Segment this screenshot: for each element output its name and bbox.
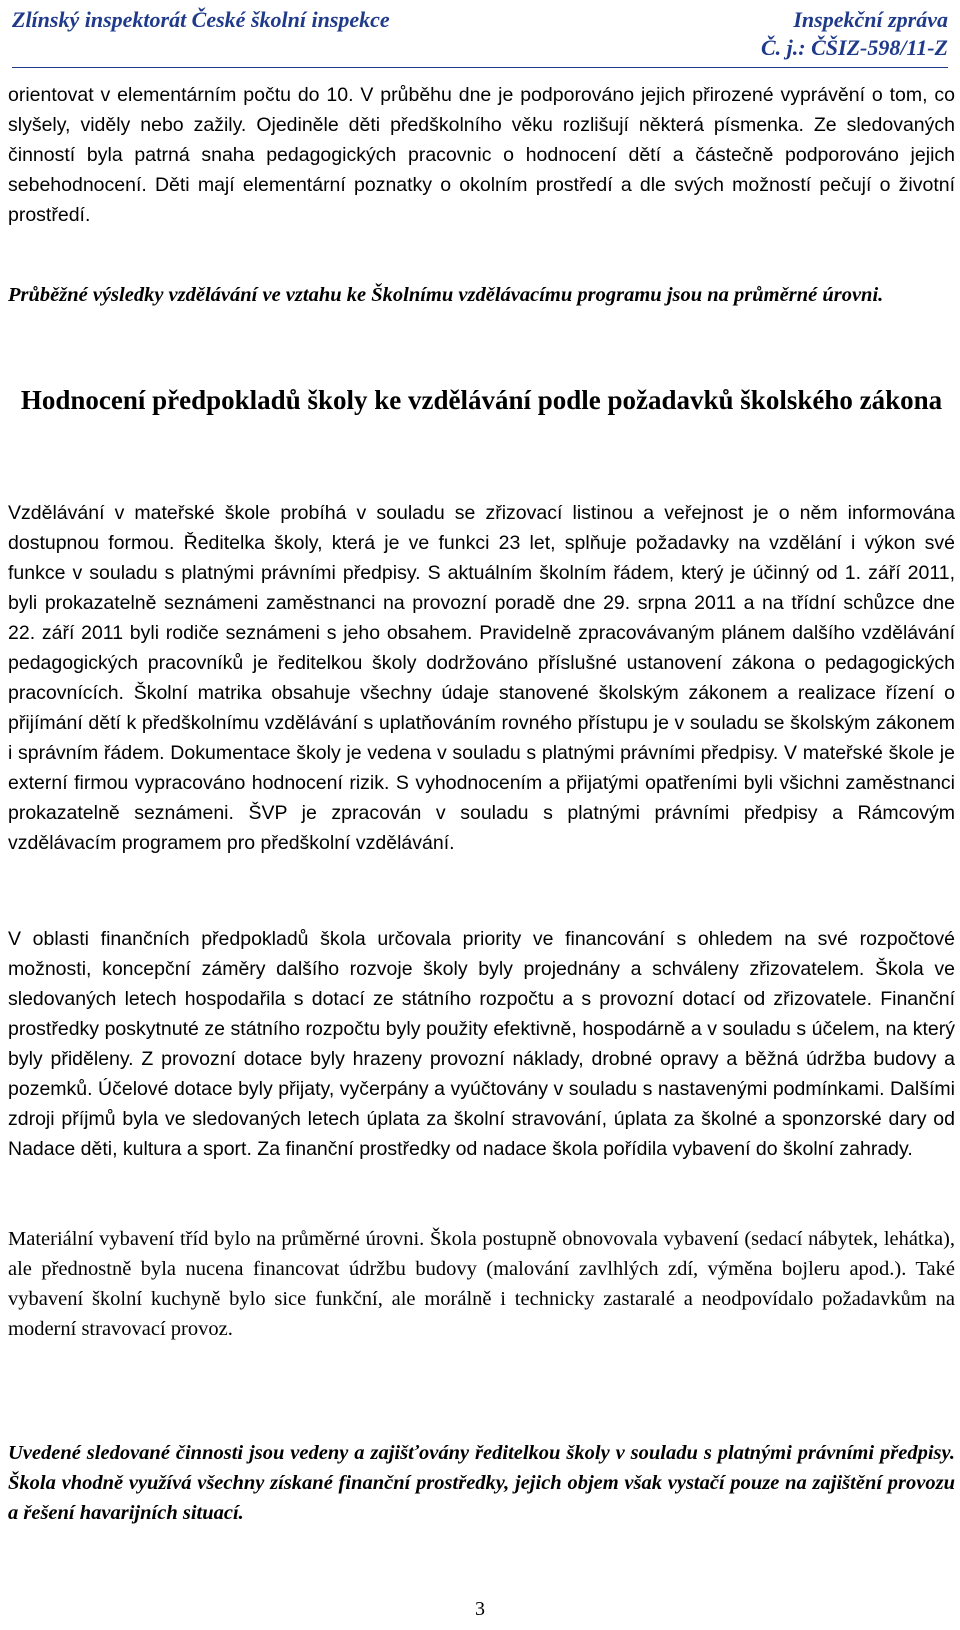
header-report-info <box>761 6 948 62</box>
header-inspectorate: Zlínský inspektorát České školní inspekce <box>12 7 390 32</box>
paragraph-financial-prerequisites: V oblasti finančních předpokladů škola určovala priority ve financování s ohledem na své rozpočtové možnosti, koncepční záměry dalšího rozvoje školy byly projednány a schváleny zřizovatelem. Škola ve sledovaných letech hospodařila s dotací ze státního rozpočtu a s provozní dotací od zřizovatele. Finanční prostředky poskytnuté ze státního rozpočtu byly použity efektivně, hospodárně a v souladu s účelem, na který byly přiděleny. Z provozní dotace byly hrazeny provozní náklady, drobné opravy a běžná údržba budovy a pozemků. Účelové dotace byly přijaty, vyčerpány a vyúčtovány v souladu s nastavenými podmínkami. Dalšími zdroji příjmů byla ve sledovaných letech úplata za školní stravování, úplata za školné a sponzorské dary od Nadace děti, kultura a sport. Za finanční prostředky od nadace škola pořídila vybavení do školní zahrady. <box>8 928 955 1160</box>
paragraph-school-prerequisites: Vzdělávání v mateřské škole probíhá v souladu se zřizovací listinou a veřejnost je o něm informována dostupnou formou. Ředitelka školy, která je ve funkci 23 let, splňuje požadavky na vzdělání i výkon své funkce v souladu s platnými právními předpisy. S aktuálním školním řádem, který je účinný od 1. září 2011, byli prokazatelně seznámeni zaměstnanci na provozní poradě dne 29. srpna 2011 a na třídní schůzce dne 22. září 2011 byli rodiče seznámeni s jeho obsahem. Pravidelně zpracovávaným plánem dalšího vzdělávání pedagogických pracovníků je ředitelkou školy dodržováno příslušné ustanovení zákona o pedagogických pracovnících. Školní matrika obsahuje všechny údaje stanovené školským zákonem a realizace řízení o přijímání dětí k předškolnímu vzdělávání s uplatňováním rovného přístupu je v souladu se školským zákonem i správním řádem. Dokumentace školy je vedena v souladu s platnými právními předpisy. V mateřské škole je externí firmou vypracováno hodnocení rizik. S vyhodnocením a přijatými opatřeními byli všichni zaměstnanci prokazatelně seznámeni. ŠVP je zpracován v souladu s platnými právními předpisy a Rámcovým vzdělávacím programem pro předškolní vzdělávání. <box>8 502 955 854</box>
header-rule <box>12 67 948 68</box>
summary-education-results: Průběžné výsledky vzdělávání ve vztahu ke Školnímu vzdělávacímu programu jsou na průměrné úrovni. <box>8 284 884 306</box>
header-reference-number: Č. j.: ČŠIZ-598/11-Z <box>760 35 948 60</box>
paragraph-material-equipment: Materiální vybavení tříd bylo na průměrné úrovni. Škola postupně obnovovala vybavení (sedací nábytek, lehátka), ale přednostně byla nucena financovat údržbu budovy (malování zavlhlých zdí, výměna bojleru apod.). Také vybavení školní kuchyně bylo sice funkční, ale morálně i technicky zastaralé a neodpovídalo požadavkům na moderní stravovací provoz. <box>8 1228 955 1340</box>
page-number: 3 <box>475 1598 485 1620</box>
summary-activities: Uvedené sledované činnosti jsou vedeny a zajišťovány ředitelkou školy v souladu s platnými právními předpisy. Škola vhodně využívá všechny získané finanční prostředky, jejich objem však vystačí pouze na zajištění provozu a řešení havarijních situací. <box>8 1442 955 1524</box>
header-report-title: Inspekční zpráva <box>793 7 948 32</box>
section-heading: Hodnocení předpokladů školy ke vzdělávání podle požadavků školského zákona <box>20 385 943 415</box>
paragraph-results: orientovat v elementárním počtu do 10. V průběhu dne je podporováno jejich přirozené vyprávění o tom, co slyšely, viděly nebo zažily. Ojediněle děti předškolního věku rozlišují některá písmenka. Ze sledovaných činností byla patrná snaha pedagogických pracovnic o hodnocení dětí a částečně podporováno jejich sebehodnocení. Děti mají elementární poznatky o okolním prostředí a dle svých možností pečují o životní prostředí. <box>8 84 955 226</box>
page-header <box>12 4 948 66</box>
